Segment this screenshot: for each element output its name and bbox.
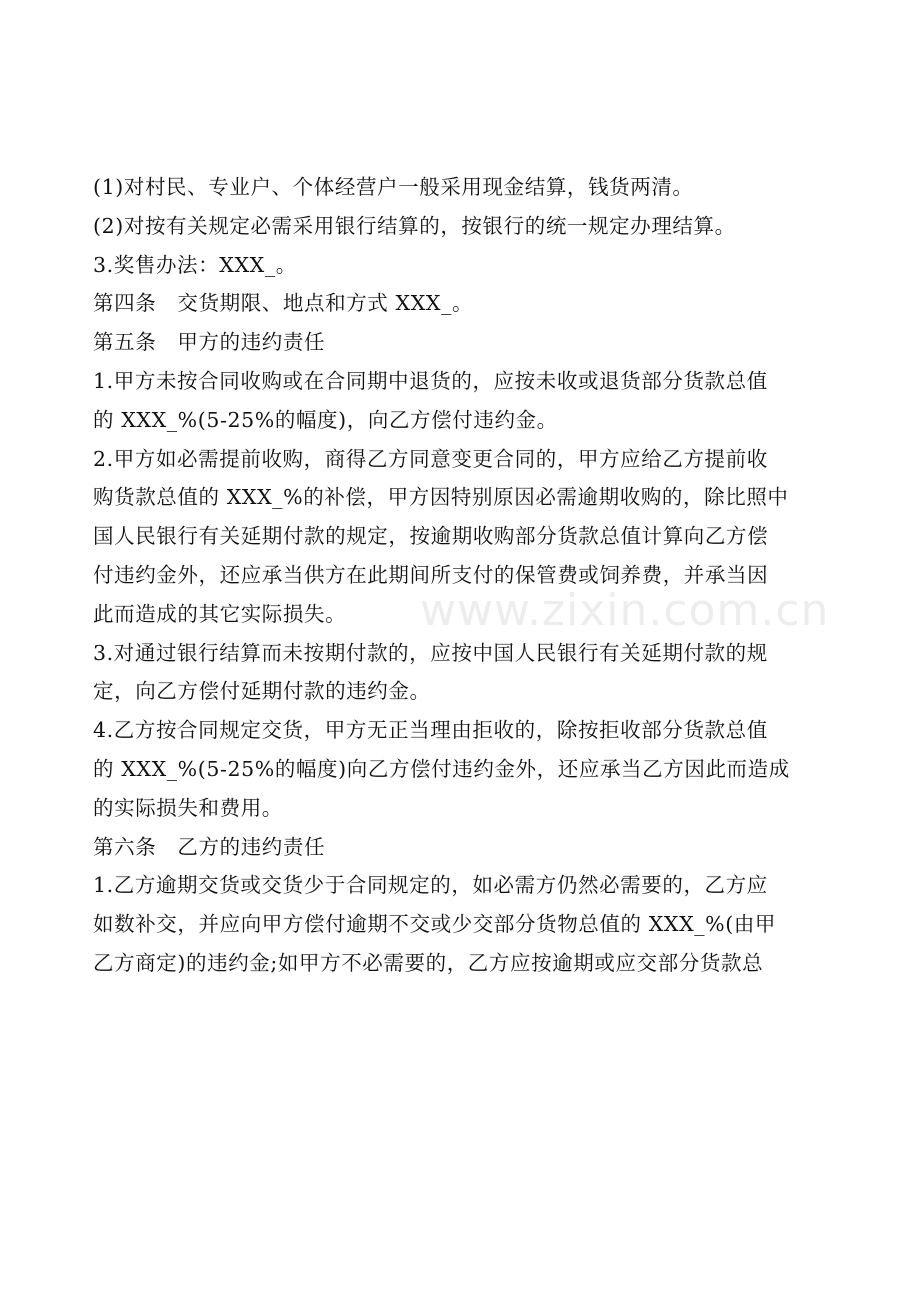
text-line: 3.对通过银行结算而未按期付款的，应按中国人民银行有关延期付款的规 — [93, 640, 768, 665]
section-heading: 第五条 甲方的违约责任 — [93, 330, 326, 355]
text-line: 的 XXX_%(5-25%的幅度)，向乙方偿付违约金。 — [93, 407, 558, 432]
text-line: 如数补交，并应向甲方偿付逾期不交或少交部分货物总值的 XXX_%(由甲 — [93, 912, 777, 937]
text-line: 1.甲方未按合同收购或在合同期中退货的，应按未收或退货部分货款总值 — [93, 368, 768, 393]
watermark: www.zixin.com.cn — [420, 585, 830, 636]
text-line: 付违约金外，还应承当供方在此期间所支付的保管费或饲养费，并承当因 — [93, 562, 769, 587]
section-heading: 第四条 交货期限、地点和方式 XXX_。 — [93, 291, 474, 316]
text-line: 定，向乙方偿付延期付款的违约金。 — [93, 679, 431, 704]
section-heading: 第六条 乙方的违约责任 — [93, 834, 326, 859]
text-line: 2.甲方如必需提前收购，商得乙方同意变更合同的，甲方应给乙方提前收 — [93, 446, 768, 471]
text-line: 的实际损失和费用。 — [93, 795, 283, 820]
text-line: 乙方商定)的违约金;如甲方不必需要的，乙方应按逾期或应交部分货款总 — [93, 950, 764, 975]
text-line: 国人民银行有关延期付款的规定，按逾期收购部分货款总值计算向乙方偿 — [93, 524, 769, 549]
text-line: 4.乙方按合同规定交货，甲方无正当理由拒收的，除按拒收部分货款总值 — [93, 718, 768, 743]
text-line: 此而造成的其它实际损失。 — [93, 601, 347, 626]
text-line: 的 XXX_%(5-25%的幅度)向乙方偿付违约金外，还应承当乙方因此而造成 — [93, 756, 790, 781]
text-line: (2)对按有关规定必需采用银行结算的，按银行的统一规定办理结算。 — [93, 213, 736, 238]
text-line: 购货款总值的 XXX_%的补偿，甲方因特别原因必需逾期收购的，除比照中 — [93, 485, 789, 510]
text-line: 3.奖售办法：XXX_。 — [93, 252, 297, 277]
text-line: (1)对村民、专业户、个体经营户一般采用现金结算，钱货两清。 — [93, 175, 694, 199]
text-line: 1.乙方逾期交货或交货少于合同规定的，如必需方仍然必需要的，乙方应 — [93, 873, 768, 898]
document-body — [93, 168, 833, 983]
